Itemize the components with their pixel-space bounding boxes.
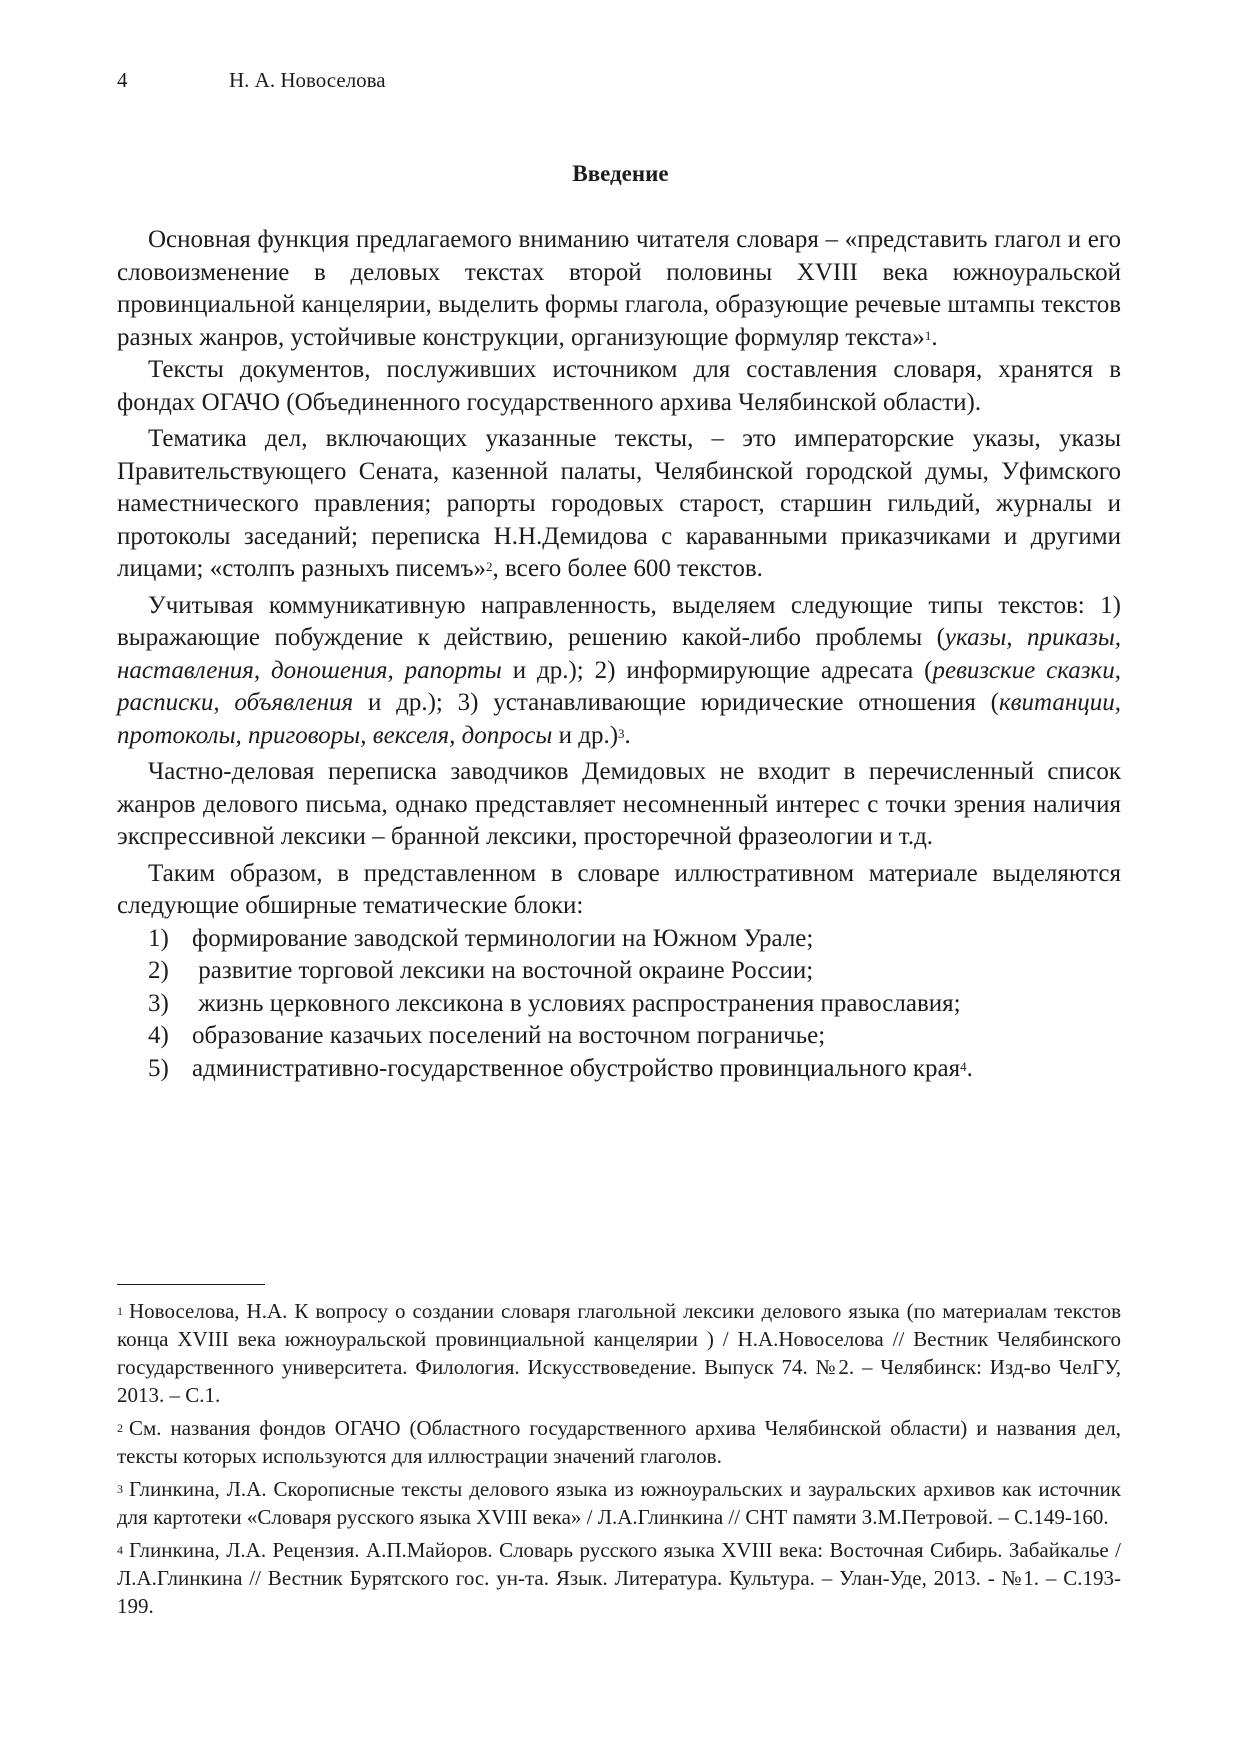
list-item: 2) развитие торговой лексики на восточной окраине России;	[148, 957, 814, 984]
footnote-ref-2: 2	[486, 559, 493, 574]
footnote-ref-1: 1	[924, 327, 932, 343]
footnotes	[117, 1297, 1121, 1625]
paragraph-5: Частно-деловая переписка заводчиков Демидовых не входит в перечисленный список жанров делового письма, однако представляет несомненный интерес с точки зрения наличия экспрессивной лексики – бранной лексики, просторечной фразеологии и т.д.	[117, 758, 1121, 850]
footnote-ref-3: 3	[618, 725, 625, 741]
list-item: 1) формирование заводской терминологии на Южном Урале;	[148, 924, 814, 952]
footnote-1: $^1$ Новоселова, Н.А. К вопросу о создании словаря глагольной лексики делового языка (по материалам текстов конца XVIII века южноуральской провинциальной канцелярии ) / Н.А.Новоселова // Вестник Челябинского государственного университета. Филология. Искусствоведение. Выпуск 74. №2. – Челябинск: Изд-во ЧелГУ, 2013. – С.1.	[117, 1299, 1121, 1407]
paragraph-1: Основная функция предлагаемого вниманию читателя словаря – «представить глагол и его словоизменение в деловых текстах второй половины XVIII века южноуральской провинциальной канцелярии, выделить формы глагола, образующие речевые штампы текстов разных жанров, устойчивые конструкции, организующие формуляр текста»$^1$.	[117, 226, 1121, 351]
section-title: Введение	[572, 161, 669, 186]
paragraph-4: Учитывая коммуникативную направленность, выделяем следующие типы текстов: 1) выражающие побуждение к действию, решению какой-либо проблемы (указы, приказы, наставления, доношения, рапорты и др.); 2) информирующие адресата (ревизские сказки, расписки, объявления и др.); 3) устанавливающие юридические отношения (квитанции, протоколы, приговоры, векселя, допросы и др.)$^3$.	[117, 591, 1122, 749]
running-header	[117, 68, 386, 93]
footnote-separator	[117, 1284, 265, 1285]
main-text	[117, 224, 1121, 1085]
list-item: 3) жизнь церковного лексикона в условиях распространения православия;	[148, 989, 961, 1017]
footnote-4: $^4$ Глинкина, Л.А. Рецензия. А.П.Майоров. Словарь русского языка XVIII века: Восточная Сибирь. Забайкалье / Л.А.Глинкина // Вестник Бурятского гос. ун-та. Язык. Литература. Культура. – Улан-Уде, 2013. - №1. – С.193-199.	[117, 1538, 1121, 1618]
list-item: 5) административно-государственное обустройство провинциального края$^4$.	[148, 1054, 973, 1082]
paragraph-2: Тексты документов, послуживших источником для составления словаря, хранятся в фондах ОГАЧО (Объединенного государственного архива Челябинской области).	[117, 356, 1121, 416]
list-item: 4) образование казачьих поселений на восточном пограничье;	[148, 1022, 826, 1049]
footnote-3: $^3$ Глинкина, Л.А. Скорописные тексты делового языка из южноуральских и зауральских архивов как источник для картотеки «Словаря русского языка XVIII века» / Л.А.Глинкина // СНТ памяти З.М.Петровой. – С.149-160.	[117, 1477, 1121, 1529]
footnote-ref-4: 4	[960, 1058, 967, 1074]
page-number: 4	[117, 68, 128, 92]
running-head-author: Н. А. Новоселова	[229, 68, 386, 92]
paragraph-6: Таким образом, в представленном в словаре иллюстративном материале выделяются следующие обширные тематические блоки:	[117, 859, 1121, 919]
footnote-2: $^2$ См. названия фондов ОГАЧО (Областного государственного архива Челябинской области) и названия дел, тексты которых используются для иллюстрации значений глаголов.	[117, 1416, 1121, 1468]
paragraph-3: Тематика дел, включающих указанные тексты, – это императорские указы, указы Правительствующего Сената, казенной палаты, Челябинской городской думы, Уфимского наместнического правления; рапорты городовых старост, старшин гильдий, журналы и протоколы заседаний; переписка Н.Н.Демидова с караванными приказчиками и другими лицами; «столпъ разныхъ писемъ»$^2$, всего более 600 текстов.	[117, 425, 1121, 582]
thematic-blocks-list	[117, 923, 1121, 1086]
